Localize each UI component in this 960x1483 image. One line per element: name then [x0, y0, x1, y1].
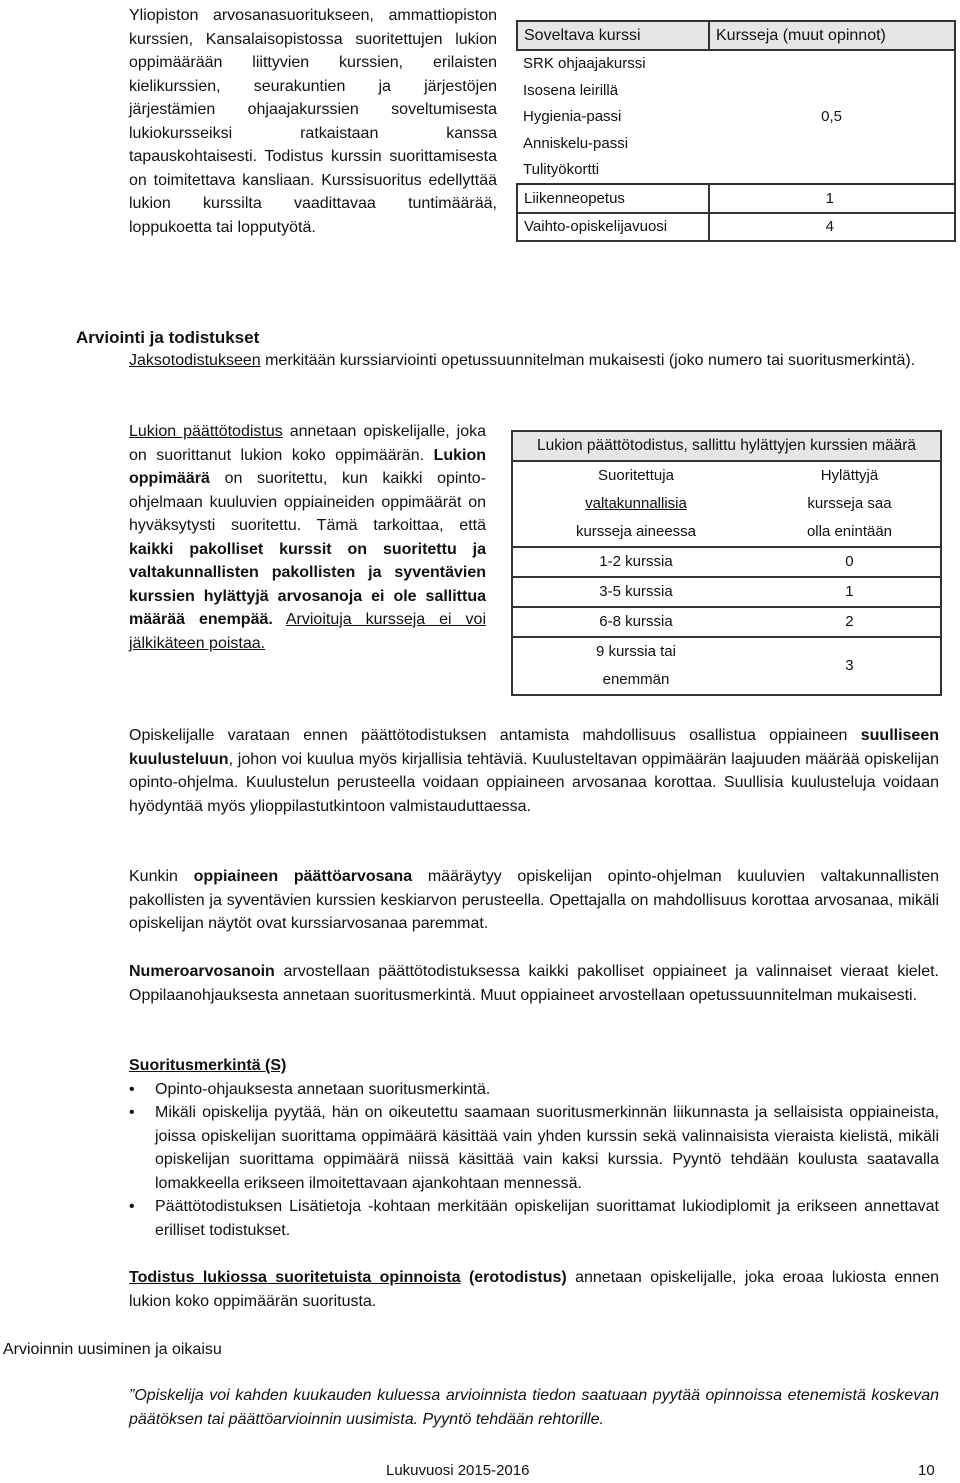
- course-item: Tulityökortti: [523, 161, 600, 178]
- pass-mark-heading: Suoritusmerkintä (S): [129, 1057, 287, 1074]
- fail-range: 6-8 kurssia: [512, 607, 759, 637]
- fail-range-last: 9 kurssia tai enemmän: [512, 637, 759, 695]
- final-cert-term: Lukion päättötodistus: [129, 423, 283, 440]
- footer-page-number: 10: [918, 1462, 935, 1479]
- fail-allowed: 1: [759, 577, 941, 607]
- course-table-header-right: Kursseja (muut opinnot): [709, 21, 955, 50]
- jakso-paragraph: Jaksotodistukseen merkitään kurssiarviointi opetussuunnitelman mukaisesti (joko numero tai suoritusmerkintä).: [129, 352, 916, 369]
- fail-range: 3-5 kurssia: [512, 577, 759, 607]
- intro-paragraph: Yliopiston arvosanasuoritukseen, ammattiopiston kurssien, Kansalaisopistossa suoritettujen lukion oppimäärään liittyvien kurssien, erilaisten kielikurssien, seurakuntien ja järjestöjen järjestämien ohjaajakurssien soveltumisesta lukiokursseiksi ratkaistaan kanssa tapauskohtaisesti. Todistus kurssin suorittamisesta on toimitettava kansliaan. Kurssisuoritus edellyttää lukion kurssilta vaadittavaa tuntimäärää, loppukoetta tai lopputyötä.: [129, 7, 497, 236]
- course-item: Isosena leirillä: [523, 81, 619, 99]
- footer-year: Lukuvuosi 2015-2016: [386, 1462, 530, 1479]
- fail-allowed: 2: [759, 607, 941, 637]
- fail-allowed-last: 3: [759, 637, 941, 695]
- final-grade-paragraph: Kunkin oppiaineen päättöarvosana määräytyy opiskelijan opinto-ohjelman kuuluvien valtakunnallisten pakollisten ja syventävien kurssien keskiarvon perusteella. Opettajalla on mahdollisuus korottaa arvosanaa, mikäli opiskelijan näytöt ovat kurssiarvosanaa paremmat.: [129, 868, 939, 932]
- list-item: • Mikäli opiskelija pyytää, hän on oikeutettu saamaan suoritusmerkinnän liikunnasta ja sellaisista oppiaineista, joissa opiskelijan suorittama oppimäärä käsittää vain yhden kurssin sekä valinnaisista vieraista kielistä, mikäli opiskelijan suorittama oppimäärä niissä käsittää vain kaksi kurssia. Pyyntö tehdään koulusta saatavalla lomakkeella erikseen ilmoitettavaan ajankohtaan mennessä.: [155, 1101, 939, 1195]
- course-table-header-left: Soveltava kurssi: [517, 21, 709, 50]
- course-group-value: 0,5: [709, 104, 955, 131]
- fail-allowed: 0: [759, 547, 941, 577]
- assessment-heading: Arviointi ja todistukset: [76, 328, 260, 347]
- course-item: Anniskelu-passi: [523, 134, 629, 152]
- final-cert-paragraph: Lukion päättötodistus annetaan opiskelijalle, joka on suorittanut lukion koko oppimäärän. Lukion oppimäärä on suoritettu, kun kaikki opinto-ohjelmaan kuuluvien oppiaineiden oppimäärät on hyväksytysti suoritettu. Tämä tarkoittaa, että kaikki pakolliset kurssit on suoritettu ja valtakunnallisten pakollisten ja syventävien kurssien hylättyjä arvosanoja ei ole sallittua määrää enempää. Arvioituja kursseja ei voi jälkikäteen poistaa.: [129, 423, 487, 652]
- pass-mark-list: [129, 1078, 939, 1243]
- oral-exam-paragraph: Opiskelijalle varataan ennen päättötodistuksen antamista mahdollisuus osallistua oppiaineen suulliseen kuulusteluun, johon voi kuulua myös kirjallisia tehtäviä. Kuulusteltavan oppimäärän laajuuden määrää opiskelijan opinto-ohjelma. Kuulustelun perusteella voidaan oppiaineen arvosanaa korottaa. Suullisia kuulusteluja voidaan hyödyntää myös ylioppilastutkintoon valmistauduttaessa.: [129, 727, 939, 815]
- jakso-term: Jaksotodistukseen: [129, 352, 261, 369]
- renewal-quote: ”Opiskelija voi kahden kuukauden kuluessa arvioinnista tiedon saatuaan pyytää opinnoissa etenemistä koskevan päätöksen tai päättöarvioinnin uusimista. Pyyntö tehdään rehtorille.: [129, 1387, 939, 1428]
- pass-mark-section: [129, 1054, 939, 1242]
- renewal-heading: Arvioinnin uusiminen ja oikaisu: [3, 1341, 222, 1358]
- list-item: • Päättötodistuksen Lisätietoja -kohtaan merkitään opiskelijan suorittamat lukiodiplomit ja erikseen annettavat erilliset todistukset.: [155, 1195, 939, 1242]
- course-table: [516, 20, 956, 242]
- syllabus-term: Lukion oppimäärä: [129, 446, 486, 487]
- list-item: • Opinto-ohjauksesta annetaan suoritusmerkintä.: [155, 1078, 939, 1102]
- course-row-name: Vaihto-opiskelijavuosi: [517, 213, 709, 242]
- course-row-value: 4: [709, 213, 955, 242]
- course-item: SRK ohjaajakurssi: [523, 55, 646, 72]
- course-row-value: 1: [709, 184, 955, 213]
- course-row-name: Liikenneopetus: [517, 184, 709, 213]
- fail-table-title: Lukion päättötodistus, sallittu hylättyjen kurssien määrä: [512, 431, 941, 461]
- leaving-cert-paragraph: Todistus lukiossa suoritetuista opinnoista (erotodistus) annetaan opiskelijalle, joka eroaa lukiosta ennen lukion koko oppimäärän suoritusta.: [129, 1269, 940, 1310]
- fail-table: Lukion päättötodistus, sallittu hylättyjen kurssien määrä Suoritettuja Hylättyjä valtakunnallisia kursseja saa kursseja aineessa olla enintään 1-2 kurssia 0 3-5 kurssia 1 6-8 kurssia 2 9 kurssia tai enemmän 3: [511, 430, 942, 696]
- fail-range: 1-2 kurssia: [512, 547, 759, 577]
- numeric-paragraph: Numeroarvosanoin arvostellaan päättötodistuksessa kaikki pakolliset oppiaineet ja valinnaiset vieraat kielet. Oppilaanohjauksesta annetaan suoritusmerkintä. Muut oppiaineet arvostellaan opetussuunnitelman mukaisesti.: [129, 963, 939, 1004]
- course-item: Hygienia-passi: [523, 108, 622, 125]
